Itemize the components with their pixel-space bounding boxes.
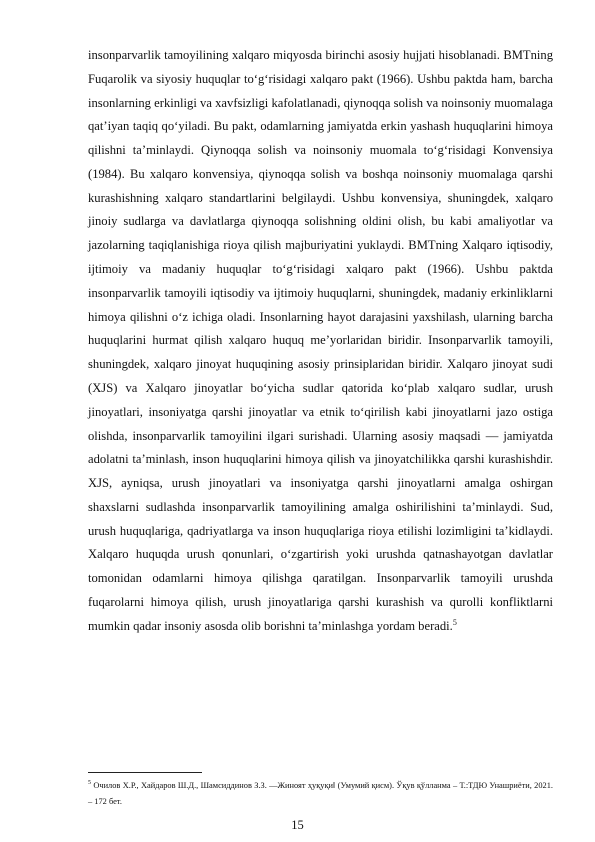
page-number: 15	[291, 818, 304, 832]
footnote	[88, 778, 553, 809]
page-content	[88, 44, 553, 639]
body-paragraph-text: insonparvarlik tamoyilining xalqaro miqyosda birinchi asosiy hujjati hisoblanadi. BMTning Fuqarolik va siyosiy huquqlar to‘g‘risidagi xalqaro pakt (1966). Ushbu paktda ham, barcha insonlarning erkinligi va xavfsizligi kafolatlanadi, qiynoqqa solish va noinsoniy muomalaga qat’iyan taqiq qo‘yiladi. Bu pakt, odamlarning jamiyatda erkin yashash huquqlarini himoya qilishni ta’minlaydi. Qiynoqqa solish va noinsoniy muomala to‘g‘risidagi Konvensiya (1984). Bu xalqaro konvensiya, qiynoqqa solish va boshqa noinsoniy muomalaga qarshi kurashishning xalqaro standartlarini belgilaydi. Ushbu konvensiya, shuningdek, xalqaro jinoiy sudlarga va davlatlarga qiynoqqa solishning oldini olish, bu kabi amaliyotlar va jazolarning taqiqlanishiga rioya qilish majburiyatini yuklaydi. BMTning Xalqaro iqtisodiy, ijtimoiy va madaniy huquqlar to‘g‘risidagi xalqaro pakt (1966). Ushbu paktda insonparvarlik tamoyili iqtisodiy va ijtimoiy huquqlarni, shuningdek, madaniy erkinliklarni himoya qilishni o‘z ichiga oladi. Insonlarning hayot darajasini yaxshilash, ularning barcha huquqlarini hurmat qilish xalqaro huquq me’yorlaridan biridir. Insonparvarlik tamoyili, shuningdek, xalqaro jinoyat huquqining asosiy prinsiplaridan biridir. Xalqaro jinoyat sudi (XJS) va Xalqaro jinoyatlar bo‘yicha sudlar qatorida ko‘plab xalqaro sudlar, urush jinoyatlari, insoniyatga qarshi jinoyatlar va etnik to‘qirilish kabi jinoyatlarni jazo ostiga olishda, insonparvarlik tamoyilini ilgari surishadi. Ularning asosiy maqsadi — jamiyatda adolatni ta’minlash, inson huquqlarini himoya qilish va jinoyatchilikka qarshi kurashishdir. XJS, ayniqsa, urush jinoyatlari va insoniyatga qarshi jinoyatlarni amalga oshirgan shaxslarni sudlashda insonparvarlik tamoyilining amalga oshirilishini ta’minlaydi. Sud, urush huquqlariga, qadriyatlarga va inson huquqlariga rioya etilishi lozimligini ta’kidlaydi. Xalqaro huquqda urush qonunlari, o‘zgartirish yoki urushda qatnashayotgan davlatlar tomonidan odamlarni himoya qilishga qaratilgan. Insonparvarlik tamoyili urushda fuqarolarni himoya qilish, urush jinoyatlariga qarshi kurashish va qurolli konfliktlarni mumkin qadar insoniy asosda olib borishni ta’minlashga yordam beradi.	[88, 48, 553, 633]
body-paragraph	[88, 44, 553, 639]
footnote-reference[interactable]: 5	[452, 617, 457, 627]
footnote-separator	[88, 772, 202, 773]
footnote-marker: 5	[88, 780, 91, 787]
footnote-text: Очилов Х.Р., Хайдаров Ш.Д., Шамсиддинов З.З. ―Жиноят ҳуқуқи‖ (Умумий қисм). Ўқув қўлланма – Т.:ТДЮ Унашриёти, 2021. – 172 бет.	[88, 781, 553, 806]
